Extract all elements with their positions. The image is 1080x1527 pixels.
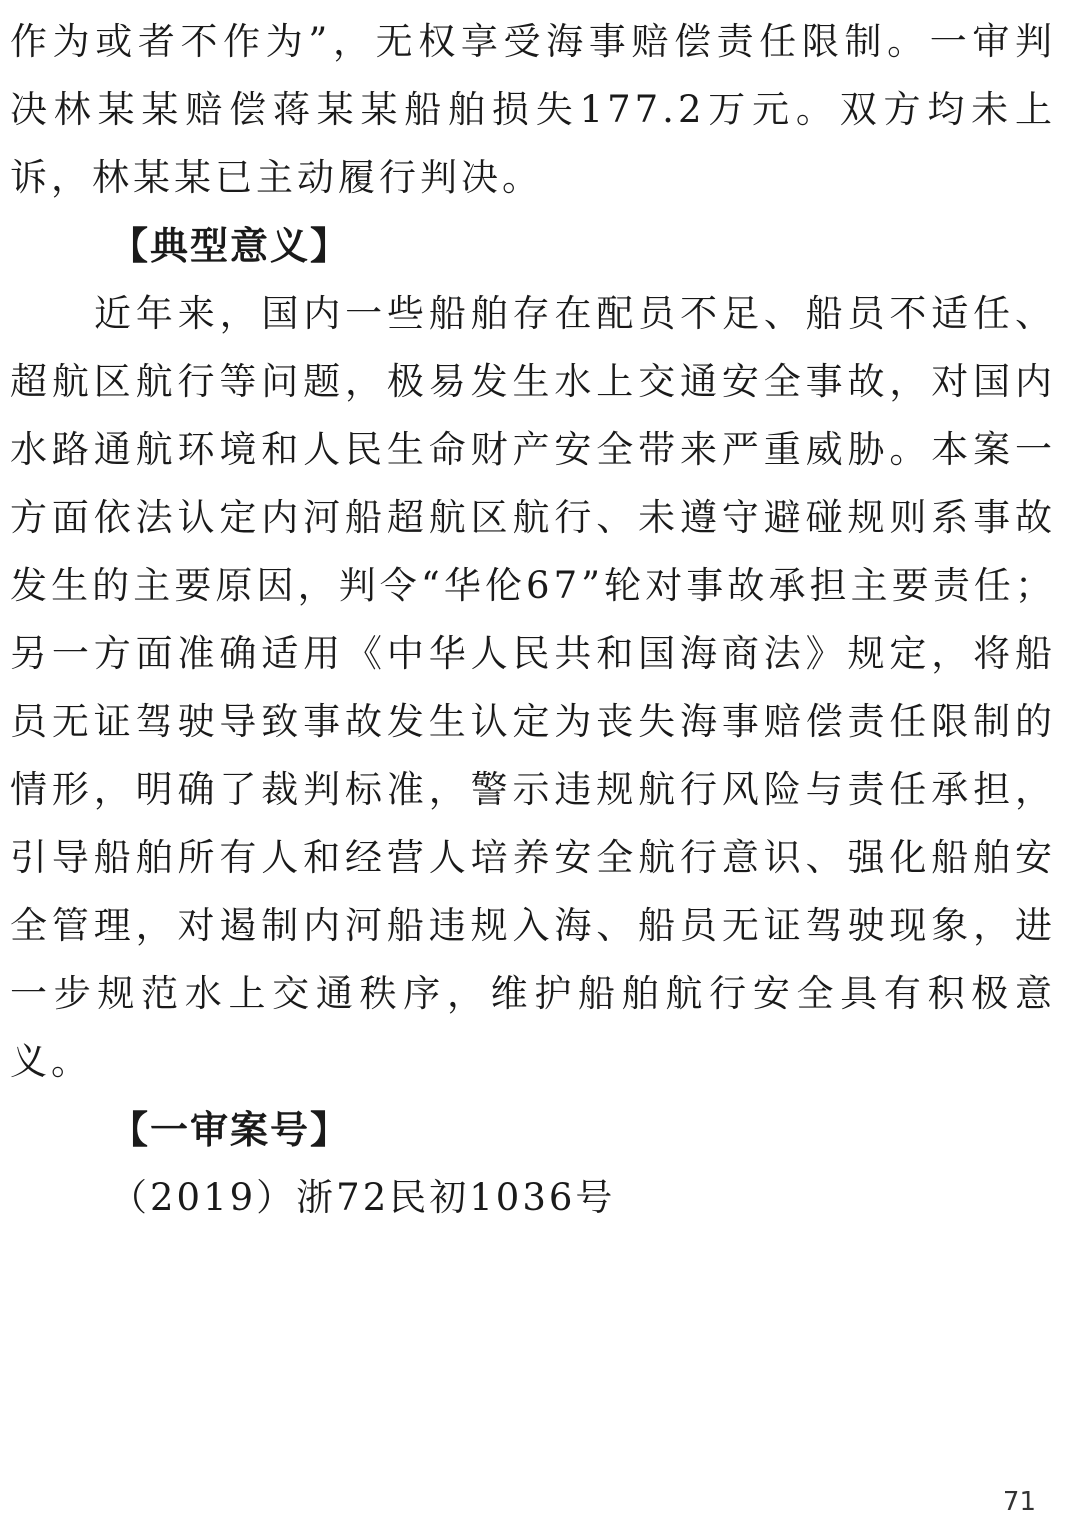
continued-paragraph: 作为或者不作为”，无权享受海事赔偿责任限制。一审判决林某某赔偿蒋某某船舶损失177.2万元。双方均未上诉，林某某已主动履行判决。: [10, 20, 1056, 199]
page-number: 71: [1002, 1487, 1036, 1517]
significance-heading: 【典型意义】: [110, 224, 351, 268]
significance-paragraph: 近年来，国内一些船舶存在配员不足、船员不适任、超航区航行等问题，极易发生水上交通安全事故，对国内水路通航环境和人民生命财产安全带来严重威胁。本案一方面依法认定内河船超航区航行、未遵守避碰规则系事故发生的主要原因，判令“华伦67”轮对事故承担主要责任；另一方面准确适用《中华人民共和国海商法》规定，将船员无证驾驶导致事故发生认定为丧失海事赔偿责任限制的情形，明确了裁判标准，警示违规航行风险与责任承担，引导船舶所有人和经营人培养安全航行意识、强化船舶安全管理，对遏制内河船违规入海、船员无证驾驶现象，进一步规范水上交通秩序，维护船舶航行安全具有积极意义。: [10, 292, 1056, 1083]
document-page: [10, 8, 1056, 1232]
case-number-heading: 【一审案号】: [110, 1108, 351, 1152]
case-number-text: （2019）浙72民初1036号: [110, 1176, 616, 1219]
